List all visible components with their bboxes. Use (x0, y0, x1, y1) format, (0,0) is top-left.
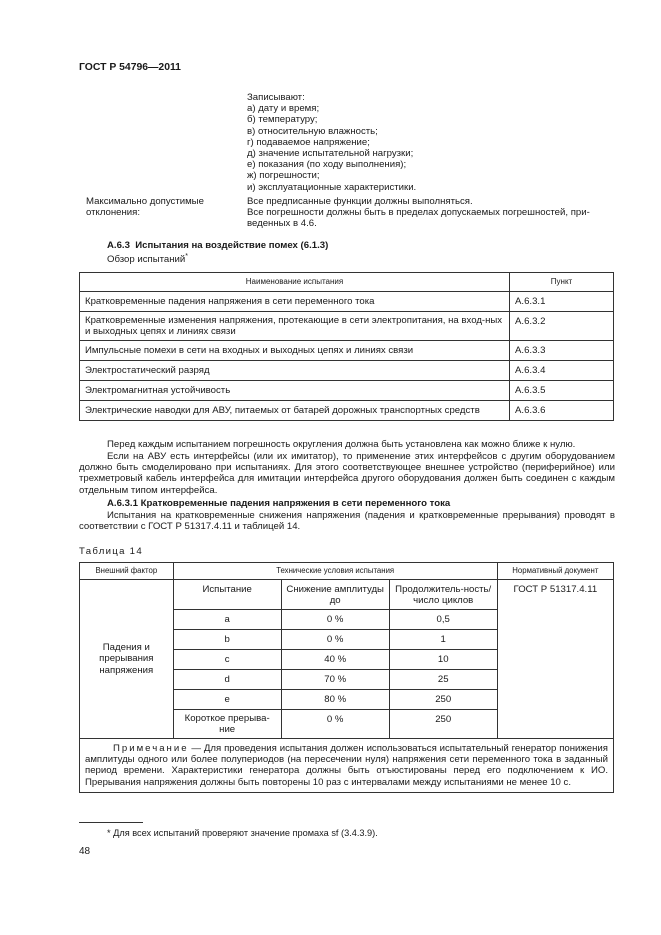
footnote-mark: * (185, 253, 188, 261)
column-header-factor: Внешний фактор (80, 563, 174, 580)
record-item: и) эксплуатационные характеристики. (247, 181, 417, 193)
test-id: c (173, 650, 281, 670)
record-item: в) относительную влажность; (247, 125, 378, 137)
footnote-divider (79, 822, 143, 823)
subheader-reduction: Снижение амплитуды до (281, 580, 389, 610)
record-item: б) температуру; (247, 114, 318, 126)
test-name: Электростатический разряд (80, 361, 510, 381)
clause-ref: А.6.3.2 (510, 312, 614, 341)
clause-ref: А.6.3.1 (510, 292, 614, 312)
test-name: Электромагнитная устойчивость (80, 381, 510, 401)
table-row (80, 381, 614, 401)
reduction-value: 0 % (281, 710, 389, 739)
record-list (247, 92, 416, 193)
test-id: b (173, 630, 281, 650)
table-row (80, 312, 614, 341)
column-header-test-name: Наименование испытания (80, 273, 510, 292)
deviations-label (86, 196, 204, 218)
record-item: е) показания (по ходу выполнения); (247, 159, 407, 171)
table-subheader-row (80, 580, 614, 610)
reduction-value: 40 % (281, 650, 389, 670)
record-item: г) подаваемое напряжение; (247, 136, 370, 148)
deviations-label-line: отклонения: (86, 207, 141, 219)
deviations-text-line: Все погрешности должны быть в пределах допускаемых погрешностей, при- (247, 207, 590, 219)
test-name: Электрические наводки для АВУ, питаемых от батарей дорожных транспортных средств (80, 401, 510, 421)
column-header-clause: Пункт (510, 273, 614, 292)
clause-ref: А.6.3.4 (510, 361, 614, 381)
overview-table (79, 272, 614, 421)
section-a63-heading (107, 240, 328, 266)
record-item: а) дату и время; (247, 103, 320, 115)
paragraph-interfaces: Если на АВУ есть интерфейсы (или их имитатор), то применение этих интерфейсов с другим оборудованием должно быть смоделировано при испытаниях. Для этого соответствующее внешнее устройство (периферийное) или трехметровый кабель интерфейса для имитации интерфейса другого оборудования должен быть соединен с каждым отдельным типом интерфейса. (79, 451, 615, 496)
paragraph-voltage-dips: Испытания на кратковременные снижения напряжения (падения и кратковременные прерывания) проводят в соответствии с ГОСТ Р 51317.4.11 и таблицей 14. (79, 510, 615, 533)
duration-value: 10 (389, 650, 497, 670)
duration-value: 0,5 (389, 610, 497, 630)
test-id: a (173, 610, 281, 630)
normative-doc: ГОСТ Р 51317.4.11 (497, 580, 613, 739)
deviations-text-line: Все предписанные функции должны выполняться. (247, 196, 473, 207)
subheader-test: Испытание (173, 580, 281, 610)
reduction-value: 70 % (281, 670, 389, 690)
footnote: * Для всех испытаний проверяют значение промаха sf (3.4.3.9). (107, 828, 378, 838)
clause-ref: А.6.3.5 (510, 381, 614, 401)
test-name: Кратковременные падения напряжения в сети переменного тока (80, 292, 510, 312)
subheader-duration: Продолжитель-ность/число циклов (389, 580, 497, 610)
test-id: Короткое прерыва-ние (173, 710, 281, 739)
section-title: Испытания на воздействие помех (6.1.3) (135, 240, 329, 251)
reduction-value: 0 % (281, 610, 389, 630)
table-row (80, 341, 614, 361)
test-id: e (173, 690, 281, 710)
reduction-value: 80 % (281, 690, 389, 710)
table-14 (79, 562, 614, 793)
column-header-conditions: Технические условия испытания (173, 563, 497, 580)
test-name: Кратковременные изменения напряжения, протекающие в сети электропитания, на вход-ных и выходных цепях и линиях связи (80, 312, 510, 341)
deviations-text (247, 196, 607, 230)
duration-value: 250 (389, 690, 497, 710)
duration-value: 250 (389, 710, 497, 739)
note-text: — Для проведения испытания должен использоваться испытательный генератор понижения амплитуды одного или более полупериодов (на пересечении нуля) напряжения сети переменного тока в заданный период времени. Характеристики генератора должны быть отъюстированы перед его подключением к ИО. Прерывания напряжения должны быть повторены 10 раз с интервалами между испытаниями не менее 10 с. (85, 743, 608, 788)
table-header-row (80, 563, 614, 580)
clause-ref: А.6.3.6 (510, 401, 614, 421)
column-header-normative: Нормативный документ (497, 563, 613, 580)
table-note-row (80, 739, 614, 793)
section-number: А.6.3 (107, 240, 130, 251)
table-header-row (80, 273, 614, 292)
document-code: ГОСТ Р 54796—2011 (79, 62, 181, 73)
record-item: д) значение испытательной нагрузки; (247, 148, 414, 160)
paragraph-rounding: Перед каждым испытанием погрешность округления должна быть установлена как можно ближе к нулю. (107, 439, 576, 450)
record-intro: Записывают: (247, 92, 305, 103)
page-number: 48 (79, 846, 91, 857)
table-row (80, 401, 614, 421)
deviations-label-line: Максимально допустимые (86, 196, 204, 207)
deviations-text-line: веденных в 4.6. (247, 218, 317, 230)
table-row (80, 361, 614, 381)
table-caption: Таблица 14 (79, 546, 143, 557)
section-subtitle: Обзор испытаний (107, 254, 186, 266)
clause-ref: А.6.3.3 (510, 341, 614, 361)
note-label: Примечание (113, 743, 189, 754)
test-id: d (173, 670, 281, 690)
section-a631-heading: А.6.3.1 Кратковременные падения напряжения в сети переменного тока (107, 498, 451, 509)
reduction-value: 0 % (281, 630, 389, 650)
table-note (80, 739, 614, 793)
table-row (80, 292, 614, 312)
test-name: Импульсные помехи в сети на входных и выходных цепях и линиях связи (80, 341, 510, 361)
duration-value: 25 (389, 670, 497, 690)
factor-cell: Падения и прерывания напряжения (80, 580, 174, 739)
record-item: ж) погрешности; (247, 170, 320, 182)
duration-value: 1 (389, 630, 497, 650)
